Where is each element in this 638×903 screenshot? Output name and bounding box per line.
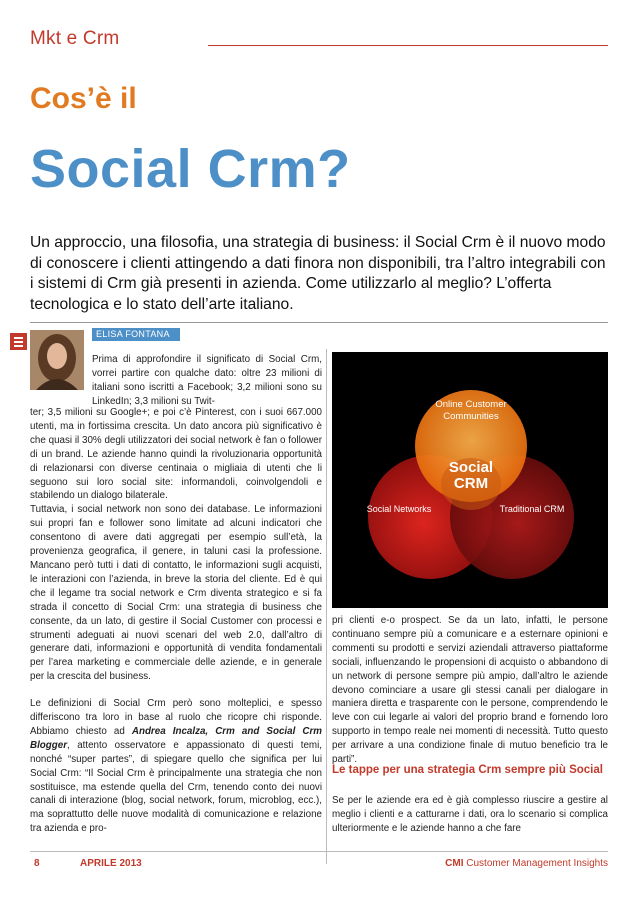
page-number: 8 [34, 858, 40, 869]
brand-short: CMI [445, 858, 464, 869]
body-intro-text: Prima di approfondire il significato di Social Crm, vorrei partire con qualche dato: oltre 23 milioni di italiani sono iscritti a Facebook; 3,2 milioni sono su LinkedIn; 3,3 milioni su Twit- [92, 354, 322, 407]
body-paragraph-2: Tuttavia, i social network non sono dei database. Le informazioni sui propri fan e follower sono limitate ad alcuni indicatori che consentono di avere dati aggregati per esempio sull’età, la provenienza geografica, il genere, in taluni casi la professione. Mancano però tutti i dati di contatto, le informazioni sugli acquisti, le interazioni con l’azienda, in breve la storia del cliente. Ed è qui che il legame tra social network e Crm diventa strategico e si fa strada il concetto di Social Crm: una strategia di business che consente, da un lato, di gestire il Social Customer con processi e strumenti adeguati ai nuovi scenari del web 2.0, dall’altro di generare dati, informazioni e opportunità di vendita fondamentali per l’area marketing e commerciale delle aziende, e in generale per la crescita del business. [30, 504, 322, 683]
body-paragraph-3-b: , attento osservatore e appassionato di questi temi, nonché “super partes”, di spiegare quello che significa per lui Social Crm: “Il Social Crm è principalmente una strategia che non sostituisce, ma estende quella del Crm, tenendo conto dei nuovi canali di interazione (blog, social network, forum, microblog, ecc.), ma soprattutto delle nuove modalità di comunicazione e relazione tra azienda e pro- [30, 739, 322, 835]
publication-brand [420, 858, 608, 869]
label-social: Social [448, 459, 494, 476]
body-paragraph-1: ter; 3,5 milioni su Google+; e poi c’è Pinterest, con i suoi 667.000 utenti, ma in fortissima crescita. Un dato ancora più significativo è che quasi il 30% degli utilizzatori dei social network è fan o follower di un brand. Le aziende hanno quindi la rivoluzionaria opportunità di relazionarsi con diverse centinaia o migliaia di utenti che li seguono sui loro social site: informandoli, coinvolgendoli e stabilendo un dialogo bilaterale. [30, 407, 322, 502]
section-divider [208, 45, 608, 46]
body-right-column [332, 614, 608, 767]
body-right-paragraph-2: Se per le aziende era ed è già complesso riuscire a gestire al meglio i clienti e a catturarne i dati, ora lo scenario si complica ulteriormente e le aziende hanno a che fare [332, 795, 608, 834]
body-paragraph-3 [30, 697, 322, 836]
kicker-title: Cos’è il [30, 82, 137, 115]
label-social-networks: Social Networks [366, 504, 432, 514]
issue-date: APRILE 2013 [80, 858, 142, 869]
label-crm: CRM [453, 475, 489, 492]
label-social-crm [437, 460, 505, 492]
label-traditional-crm: Traditional CRM [499, 504, 565, 514]
author-photo [30, 330, 84, 390]
menu-icon[interactable] [10, 333, 27, 350]
headline: Social Crm? [30, 139, 351, 199]
standfirst: Un approccio, una filosofia, una strategia di business: il Social Crm è il nuovo modo di conoscere i clienti attingendo a dati finora non disponibili, tra l’altro integrabili con i sistemi di Crm già presenti in azienda. Come utilizzarlo al meglio? L’offerta tecnologica e lo stato dell’arte italiano. [30, 234, 606, 313]
subheading: Le tappe per una strategia Crm sempre più Social [332, 764, 603, 776]
interviewee-name: Andrea Incalza, Crm and Social Crm Blogger [30, 725, 322, 751]
body-right-column-2 [332, 794, 608, 836]
label-online-communities: Online Customer Communities [435, 399, 507, 422]
column-divider [326, 349, 327, 864]
social-crm-diagram [332, 352, 608, 608]
body-paragraph-3-a: Le definizioni di Social Crm però sono molteplici, e spesso differiscono tra loro in base al ruolo che ricopre chi risponde. Abbiamo chiesto ad [30, 698, 322, 737]
footer-divider [30, 851, 608, 852]
section-label: Mkt e Crm [30, 28, 120, 49]
body-left-column [30, 406, 322, 836]
body-intro [92, 353, 322, 409]
author-name: ELISA FONTANA [96, 329, 170, 339]
standfirst-divider [30, 322, 608, 323]
brand-long: Customer Management Insights [466, 858, 608, 869]
body-right-paragraph: pri clienti e-o prospect. Se da un lato, infatti, le persone continuano sempre più a comunicare e a esternare opinioni e commenti su prodotti e servizi aziendali attraverso piattaforme sociali, influenzando le propensioni di acquisto o abbandono di un network di persone sempre più ampio, dall’altro le aziende devono cominciare a usare gli stessi canali per dialogare in maniera diretta e trasparente con le persone, comprendendo le leve con cui legarle ai valori del proprio brand e fornendo loro supporto in tempo reale nei momenti di necessità. Tutto questo per arrivare a una condizione finale di mutuo beneficio tra le parti”. [332, 615, 608, 766]
